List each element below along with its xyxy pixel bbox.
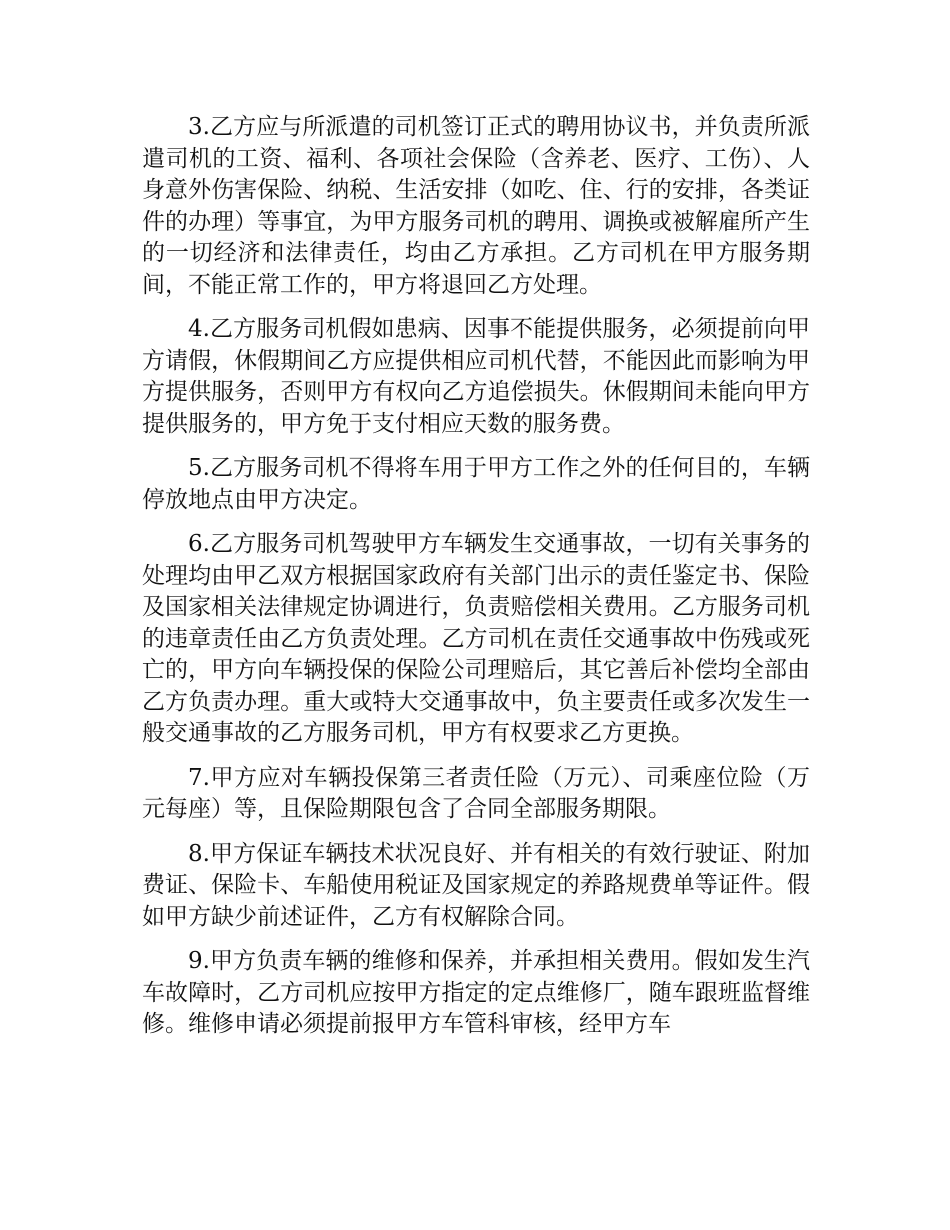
clause-6-paragraph: 6.乙方服务司机驾驶甲方车辆发生交通事故，一切有关事务的处理均由甲乙双方根据国家政府有关部门出示的责任鉴定书、保险及国家相关法律规定协调进行，负责赔偿相关费用。乙方服务司机的违章责任由乙方负责处理。乙方司机在责任交通事故中伤残或死亡的，甲方向车辆投保的保险公司理赔后，其它善后补偿均全部由乙方负责办理。重大或特大交通事故中，负主要责任或多次发生一般交通事故的乙方服务司机，甲方有权要求乙方更换。 [142, 531, 810, 746]
clause-4-paragraph: 4.乙方服务司机假如患病、因事不能提供服务，必须提前向甲方请假，休假期间乙方应提供相应司机代替，不能因此而影响为甲方提供服务，否则甲方有权向乙方追偿损失。休假期间未能向甲方提供服务的，甲方免于支付相应天数的服务费。 [142, 316, 810, 437]
clause-5-paragraph: 5.乙方服务司机不得将车用于甲方工作之外的任何目的，车辆停放地点由甲方决定。 [142, 455, 810, 513]
clause-3-paragraph: 3.乙方应与所派遣的司机签订正式的聘用协议书，并负责所派遣司机的工资、福利、各项社会保险（含养老、医疗、工伤）、人身意外伤害保险、纳税、生活安排（如吃、住、行的安排，各类证件的办理）等事宜，为甲方服务司机的聘用、调换或被解雇所产生的一切经济和法律责任，均由乙方承担。乙方司机在甲方服务期间，不能正常工作的，甲方将退回乙方处理。 [142, 114, 810, 298]
document-page [142, 112, 810, 1054]
clause-7-paragraph: 7.甲方应对车辆投保第三者责任险（万元）、司乘座位险（万元每座）等，且保险期限包含了合同全部服务期限。 [142, 764, 810, 822]
clause-9-paragraph: 9.甲方负责车辆的维修和保养，并承担相关费用。假如发生汽车故障时，乙方司机应按甲方指定的定点维修厂，随车跟班监督维修。维修申请必须提前报甲方车管科审核，经甲方车 [142, 948, 810, 1037]
clause-8-paragraph: 8.甲方保证车辆技术状况良好、并有相关的有效行驶证、附加费证、保险卡、车船使用税证及国家规定的养路规费单等证件。假如甲方缺少前述证件，乙方有权解除合同。 [142, 840, 810, 930]
